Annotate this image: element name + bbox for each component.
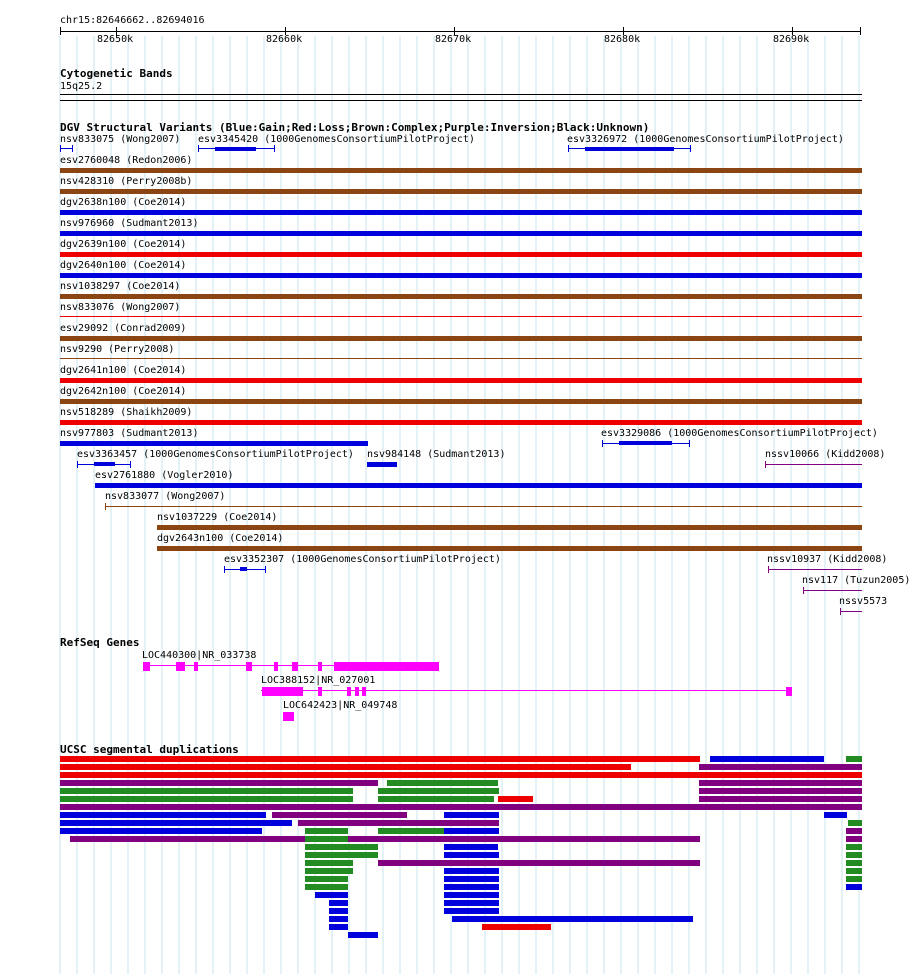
segdup-block[interactable] — [444, 868, 499, 874]
segdup-block[interactable] — [305, 852, 378, 858]
dgv-variant-bar[interactable] — [60, 148, 72, 149]
dgv-variant-bar[interactable] — [60, 378, 862, 383]
dgv-variant-bar[interactable] — [157, 546, 862, 551]
dgv-variant-bar[interactable] — [60, 168, 862, 173]
dgv-variant-bar[interactable] — [60, 273, 862, 278]
dgv-variant-bar[interactable] — [803, 590, 862, 591]
dgv-variant-label[interactable]: dgv2638n100 (Coe2014) — [60, 197, 187, 208]
segdup-block[interactable] — [305, 828, 348, 834]
feature-end-tick[interactable] — [803, 587, 804, 594]
dgv-variant-label[interactable]: esv3352307 (1000GenomesConsortiumPilotProject) — [224, 554, 501, 565]
feature-end-tick[interactable] — [72, 145, 73, 152]
track-title-cytoband[interactable]: Cytogenetic Bands — [60, 67, 173, 80]
dgv-variant-bar[interactable] — [60, 316, 862, 317]
segdup-block[interactable] — [60, 812, 266, 818]
segdup-block[interactable] — [305, 860, 353, 866]
segdup-block[interactable] — [305, 836, 348, 842]
segdup-block[interactable] — [444, 892, 499, 898]
segdup-block[interactable] — [846, 836, 862, 842]
gene-exon[interactable] — [362, 687, 366, 696]
dgv-variant-bar[interactable] — [157, 525, 862, 530]
segdup-block[interactable] — [444, 876, 499, 882]
segdup-block[interactable] — [329, 916, 348, 922]
refseq-gene-label[interactable]: LOC642423|NR_049748 — [283, 700, 398, 711]
segdup-block[interactable] — [60, 756, 700, 762]
ruler-tick-label: 82670k — [435, 34, 472, 45]
segdup-block[interactable] — [387, 780, 498, 786]
segdup-block[interactable] — [378, 860, 700, 866]
segdup-block[interactable] — [298, 820, 499, 826]
segdup-block[interactable] — [699, 788, 862, 794]
dgv-variant-label[interactable]: nsv9290 (Perry2008) — [60, 344, 175, 355]
segdup-block[interactable] — [272, 812, 407, 818]
segdup-block[interactable] — [444, 884, 499, 890]
dgv-variant-label[interactable]: nsv833075 (Wong2007) — [60, 134, 181, 145]
dgv-variant-label[interactable]: nsv976960 (Sudmant2013) — [60, 218, 199, 229]
feature-end-tick[interactable] — [198, 145, 199, 152]
segdup-block[interactable] — [329, 908, 348, 914]
dgv-variant-bar[interactable] — [60, 358, 862, 359]
feature-end-tick[interactable] — [568, 145, 569, 152]
cytoband-label[interactable]: 15q25.2 — [60, 81, 103, 92]
gene-exon[interactable] — [347, 687, 351, 696]
dgv-variant-label[interactable]: esv29092 (Conrad2009) — [60, 323, 187, 334]
segdup-block[interactable] — [305, 876, 348, 882]
dgv-variant-bar[interactable] — [765, 464, 862, 465]
feature-end-tick[interactable] — [602, 440, 603, 447]
segdup-block[interactable] — [348, 932, 378, 938]
segdup-block[interactable] — [452, 916, 693, 922]
feature-end-tick[interactable] — [768, 566, 769, 573]
segdup-block[interactable] — [699, 780, 862, 786]
segdup-block[interactable] — [60, 764, 631, 770]
dgv-variant-label[interactable]: nssv10066 (Kidd2008) — [765, 449, 886, 460]
segdup-block[interactable] — [444, 852, 499, 858]
dgv-variant-bar[interactable] — [60, 189, 862, 194]
dgv-variant-label[interactable]: nsv518289 (Shaikh2009) — [60, 407, 193, 418]
gene-exon[interactable] — [355, 687, 359, 696]
dgv-variant-label[interactable]: esv3329086 (1000GenomesConsortiumPilotProject) — [601, 428, 878, 439]
feature-end-tick[interactable] — [105, 503, 106, 510]
segdup-block[interactable] — [60, 820, 292, 826]
dgv-variant-label[interactable]: nssv5573 — [839, 596, 888, 607]
dgv-variant-label[interactable]: nsv117 (Tuzun2005) — [802, 575, 910, 586]
segdup-block[interactable] — [305, 884, 348, 890]
dgv-variant-bar[interactable] — [60, 294, 862, 299]
segdup-block[interactable] — [498, 796, 533, 802]
segdup-block[interactable] — [846, 844, 862, 850]
dgv-variant-bar[interactable] — [60, 252, 862, 257]
feature-end-tick[interactable] — [690, 145, 691, 152]
segdup-block[interactable] — [699, 764, 862, 770]
gene-exon[interactable] — [246, 662, 252, 671]
dgv-variant-label[interactable]: esv2761880 (Vogler2010) — [95, 470, 234, 481]
segdup-block[interactable] — [699, 796, 862, 802]
segdup-block[interactable] — [378, 788, 499, 794]
gene-exon[interactable] — [292, 662, 298, 671]
feature-end-tick[interactable] — [265, 566, 266, 573]
segdup-block[interactable] — [329, 900, 348, 906]
gene-exon[interactable] — [283, 712, 294, 721]
dgv-variant-bar[interactable] — [60, 231, 862, 236]
feature-end-tick[interactable] — [689, 440, 690, 447]
gene-exon[interactable] — [194, 662, 198, 671]
dgv-variant-label[interactable]: nsv833077 (Wong2007) — [105, 491, 226, 502]
dgv-variant-label[interactable]: dgv2643n100 (Coe2014) — [157, 533, 284, 544]
segdup-block[interactable] — [846, 868, 862, 874]
ruler-tick-label: 82650k — [97, 34, 134, 45]
segdup-block[interactable] — [329, 924, 348, 930]
gene-intron[interactable] — [261, 690, 791, 691]
segdup-block[interactable] — [846, 852, 862, 858]
dgv-variant-label[interactable]: dgv2640n100 (Coe2014) — [60, 260, 187, 271]
segdup-block[interactable] — [846, 828, 862, 834]
dgv-variant-bar[interactable] — [60, 441, 368, 446]
gene-exon[interactable] — [143, 662, 150, 671]
dgv-variant-label[interactable]: nsv984148 (Sudmant2013) — [367, 449, 506, 460]
gene-exon[interactable] — [176, 662, 185, 671]
dgv-variant-bar[interactable] — [215, 147, 256, 151]
segdup-block[interactable] — [305, 844, 378, 850]
feature-end-tick[interactable] — [765, 461, 766, 468]
segdup-block[interactable] — [60, 796, 353, 802]
dgv-variant-label[interactable]: nsv833076 (Wong2007) — [60, 302, 181, 313]
segdup-block[interactable] — [378, 796, 494, 802]
refseq-gene-label[interactable]: LOC388152|NR_027001 — [261, 675, 376, 686]
dgv-variant-label[interactable]: dgv2642n100 (Coe2014) — [60, 386, 187, 397]
segdup-block[interactable] — [824, 812, 847, 818]
dgv-variant-label[interactable]: dgv2639n100 (Coe2014) — [60, 239, 187, 250]
dgv-variant-label[interactable]: dgv2641n100 (Coe2014) — [60, 365, 187, 376]
segdup-block[interactable] — [315, 892, 348, 898]
dgv-variant-label[interactable]: nsv1038297 (Coe2014) — [60, 281, 181, 292]
gene-exon[interactable] — [334, 662, 439, 671]
chromosome-position: chr15:82646662..82694016 — [60, 15, 205, 26]
ruler-tick-label: 82660k — [266, 34, 303, 45]
dgv-variant-label[interactable]: nsv977803 (Sudmant2013) — [60, 428, 199, 439]
segdup-block[interactable] — [444, 844, 498, 850]
segdup-block[interactable] — [848, 820, 862, 826]
ruler-tick-label: 82690k — [773, 34, 810, 45]
segdup-block[interactable] — [482, 924, 551, 930]
feature-end-tick[interactable] — [60, 145, 61, 152]
segdup-block[interactable] — [710, 756, 824, 762]
dgv-variant-bar[interactable] — [60, 336, 862, 341]
segdup-block[interactable] — [444, 908, 499, 914]
dgv-variant-bar[interactable] — [240, 567, 247, 571]
segdup-block[interactable] — [846, 860, 862, 866]
segdup-block[interactable] — [444, 828, 499, 834]
track-title-refseq[interactable]: RefSeq Genes — [60, 636, 140, 649]
dgv-variant-bar[interactable] — [105, 506, 862, 507]
gene-exon[interactable] — [318, 687, 322, 696]
gene-exon[interactable] — [274, 662, 278, 671]
dgv-variant-bar[interactable] — [585, 147, 674, 151]
segdup-block[interactable] — [60, 828, 262, 834]
dgv-variant-label[interactable]: esv3363457 (1000GenomesConsortiumPilotProject) — [77, 449, 354, 460]
segdup-block[interactable] — [444, 900, 499, 906]
dgv-variant-bar[interactable] — [94, 462, 115, 466]
segdup-block[interactable] — [60, 772, 862, 778]
feature-end-tick[interactable] — [840, 608, 841, 615]
feature-end-tick[interactable] — [224, 566, 225, 573]
segdup-block[interactable] — [60, 788, 353, 794]
ruler-tick-label: 82680k — [604, 34, 641, 45]
track-title-dgv[interactable]: DGV Structural Variants (Blue:Gain;Red:Loss;Brown:Complex;Purple:Inversion;Black:Unknown) — [60, 121, 650, 134]
segdup-block[interactable] — [60, 804, 862, 810]
feature-end-tick[interactable] — [130, 461, 131, 468]
segdup-block[interactable] — [60, 780, 378, 786]
dgv-variant-label[interactable]: esv3345420 (1000GenomesConsortiumPilotProject) — [198, 134, 475, 145]
dgv-variant-bar[interactable] — [619, 441, 672, 445]
feature-end-tick[interactable] — [77, 461, 78, 468]
segdup-block[interactable] — [846, 884, 862, 890]
dgv-variant-label[interactable]: nsv1037229 (Coe2014) — [157, 512, 278, 523]
gene-exon[interactable] — [318, 662, 322, 671]
gene-exon[interactable] — [786, 687, 792, 696]
feature-end-tick[interactable] — [274, 145, 275, 152]
dgv-variant-bar[interactable] — [840, 611, 862, 612]
dgv-variant-bar[interactable] — [60, 210, 862, 215]
dgv-variant-bar[interactable] — [95, 483, 862, 488]
segdup-block[interactable] — [846, 756, 862, 762]
refseq-gene-label[interactable]: LOC440300|NR_033738 — [142, 650, 257, 661]
dgv-variant-bar[interactable] — [60, 399, 862, 404]
dgv-variant-bar[interactable] — [60, 420, 862, 425]
dgv-variant-label[interactable]: nsv428310 (Perry2008b) — [60, 176, 193, 187]
dgv-variant-bar[interactable] — [768, 569, 862, 570]
gene-exon[interactable] — [262, 687, 303, 696]
dgv-variant-label[interactable]: esv3326972 (1000GenomesConsortiumPilotProject) — [567, 134, 844, 145]
segdup-block[interactable] — [305, 868, 353, 874]
dgv-variant-label[interactable]: esv2760048 (Redon2006) — [60, 155, 193, 166]
segdup-block[interactable] — [444, 812, 499, 818]
dgv-variant-bar[interactable] — [367, 462, 397, 467]
segdup-block[interactable] — [70, 836, 700, 842]
segdup-block[interactable] — [846, 876, 862, 882]
track-title-segdups[interactable]: UCSC segmental duplications — [60, 743, 239, 756]
dgv-variant-label[interactable]: nssv10937 (Kidd2008) — [767, 554, 888, 565]
